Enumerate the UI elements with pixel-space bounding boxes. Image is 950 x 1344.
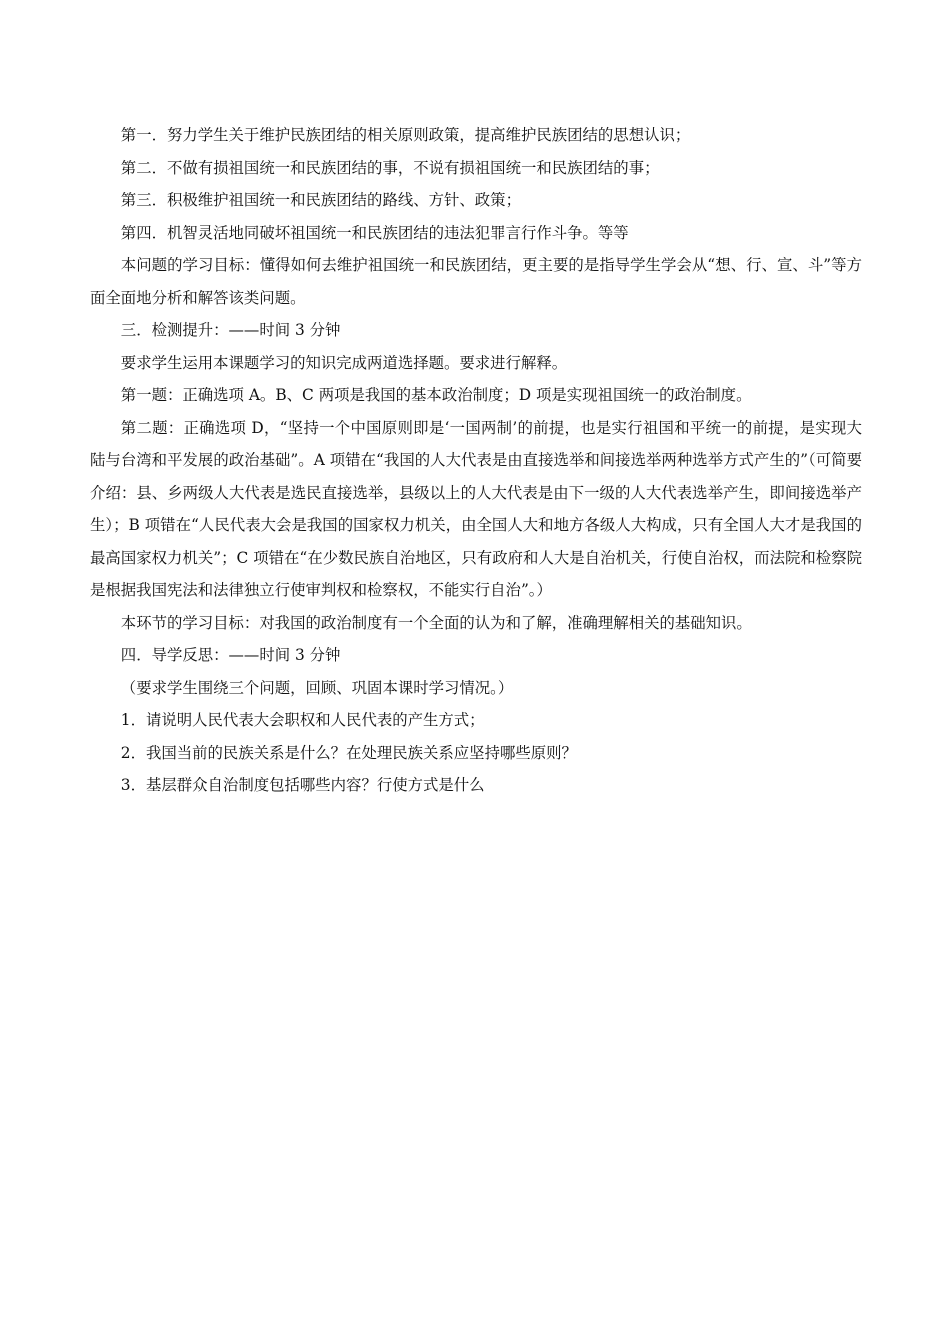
paragraph-answer-1: 第一题：正确选项 A。B、C 两项是我国的基本政治制度；D 项是实现祖国统一的政治制度。: [120, 386, 752, 404]
section-heading-reflection: 四．导学反思：——时间 3 分钟: [120, 646, 341, 664]
question-item-3: 3．基层群众自治制度包括哪些内容？行使方式是什么: [120, 776, 485, 794]
paragraph-measure-4: 第四．机智灵活地同破坏祖国统一和民族团结的违法犯罪言行作斗争。等等: [120, 223, 629, 242]
document-body: [90, 119, 862, 802]
question-item-1: 1．请说明人民代表大会职权和人民代表的产生方式；: [120, 711, 485, 729]
paragraph-answer-2: 第二题：正确选项 D，“坚持一个中国原则即是‘一国两制’的前提，也是实行祖国和平统一的前提，是实现大陆与台湾和平发展的政治基础”。A 项错在“我国的人大代表是由直接选举和间接选举两种选举方式产生的”（可简要介绍：县、乡两级人大代表是选民直接选举，县级以上的人大代表是由下一级的人大代表选举产生，即间接选举产生）；B 项错在“人民代表大会是我国的国家权力机关，由全国人大和地方各级人大构成，只有全国人大才是我国的最高国家权力机关”；C 项错在“在少数民族自治地区，只有政府和人大是自治机关，行使自治权，而法院和检察院是根据我国宪法和法律独立行使审判权和检察权，不能实行自治”。）: [90, 418, 862, 599]
question-item-2: 2．我国当前的民族关系是什么？在处理民族关系应坚持哪些原则？: [120, 743, 577, 762]
section-heading-test: 三．检测提升：——时间 3 分钟: [120, 321, 341, 339]
paragraph-measure-2: 第二．不做有损祖国统一和民族团结的事，不说有损祖国统一和民族团结的事；: [120, 158, 660, 177]
paragraph-learning-goal-1: 本问题的学习目标：懂得如何去维护祖国统一和民族团结，更主要的是指导学生学会从“想、行、宣、斗”等方面全面地分析和解答该类问题。: [90, 256, 862, 307]
paragraph-measure-1: 第一．努力学生关于维护民族团结的相关原则政策，提高维护民族团结的思想认识；: [120, 126, 691, 144]
paragraph-test-requirement: 要求学生运用本课题学习的知识完成两道选择题。要求进行解释。: [120, 353, 568, 372]
paragraph-learning-goal-2: 本环节的学习目标：对我国的政治制度有一个全面的认为和了解，准确理解相关的基础知识。: [120, 613, 752, 632]
paragraph-measure-3: 第三．积极维护祖国统一和民族团结的路线、方针、政策；: [120, 191, 521, 209]
paragraph-reflection-requirement: （要求学生围绕三个问题，回顾、巩固本课时学习情况。）: [120, 678, 514, 697]
